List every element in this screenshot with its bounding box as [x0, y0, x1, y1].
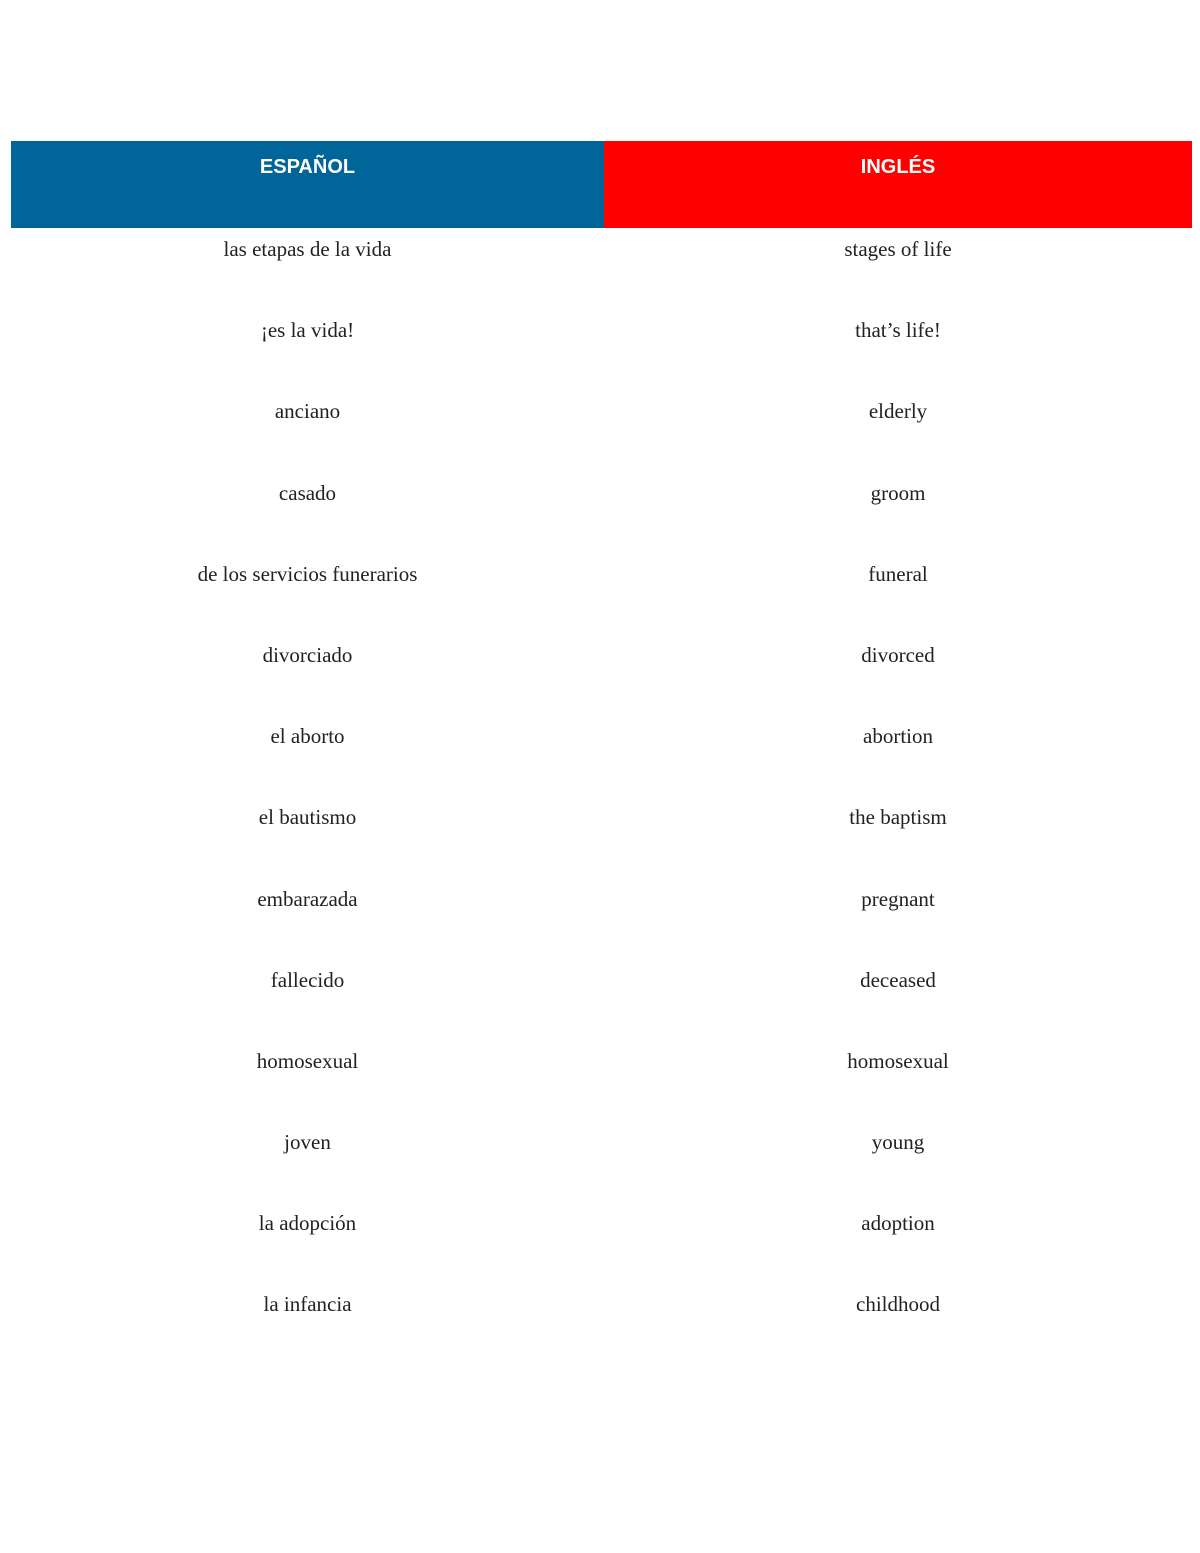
english-term: funeral [868, 561, 928, 586]
english-term: adoption [861, 1211, 935, 1236]
table-row [11, 1211, 1192, 1292]
table-row [11, 481, 1192, 562]
spanish-term: la infancia [263, 1292, 352, 1317]
spanish-term: las etapas de la vida [223, 237, 392, 261]
table-row [11, 399, 1192, 480]
english-term: stages of life [844, 237, 952, 261]
table-header-row [11, 141, 1192, 228]
table-row [11, 237, 1192, 318]
table-row [11, 1292, 1192, 1373]
table-body [11, 228, 1192, 1374]
spanish-term: fallecido [270, 967, 345, 992]
english-term: deceased [860, 967, 936, 992]
table-row [11, 887, 1192, 968]
english-term: the baptism [849, 805, 947, 830]
spanish-column-header: ESPAÑOL [11, 141, 604, 228]
spanish-term: casado [278, 480, 337, 505]
table-row [11, 1130, 1192, 1211]
vocabulary-table [11, 141, 1192, 1374]
table-row [11, 968, 1192, 1049]
english-term: that’s life! [855, 318, 941, 343]
english-term: pregnant [861, 886, 935, 911]
english-term: abortion [863, 724, 933, 749]
spanish-term: homosexual [256, 1048, 359, 1073]
spanish-term: ¡es la vida! [260, 318, 355, 343]
table-row [11, 805, 1192, 886]
english-term: homosexual [847, 1048, 949, 1073]
english-term: young [871, 1130, 925, 1155]
table-row [11, 1049, 1192, 1130]
table-row [11, 318, 1192, 399]
spanish-term: el aborto [270, 724, 345, 749]
spanish-term: la adopción [258, 1211, 357, 1236]
spanish-term: el bautismo [258, 805, 357, 830]
english-term: groom [870, 480, 926, 505]
table-row [11, 562, 1192, 643]
spanish-term: embarazada [257, 886, 358, 911]
spanish-term: anciano [274, 399, 341, 424]
table-row [11, 724, 1192, 805]
spanish-term: joven [284, 1130, 331, 1155]
spanish-term: divorciado [262, 642, 353, 667]
table-row [11, 643, 1192, 724]
english-term: childhood [856, 1292, 940, 1317]
english-term: divorced [861, 642, 935, 667]
english-column-header: INGLÉS [604, 141, 1192, 228]
spanish-term: de los servicios funerarios [197, 561, 418, 586]
english-term: elderly [868, 399, 928, 424]
